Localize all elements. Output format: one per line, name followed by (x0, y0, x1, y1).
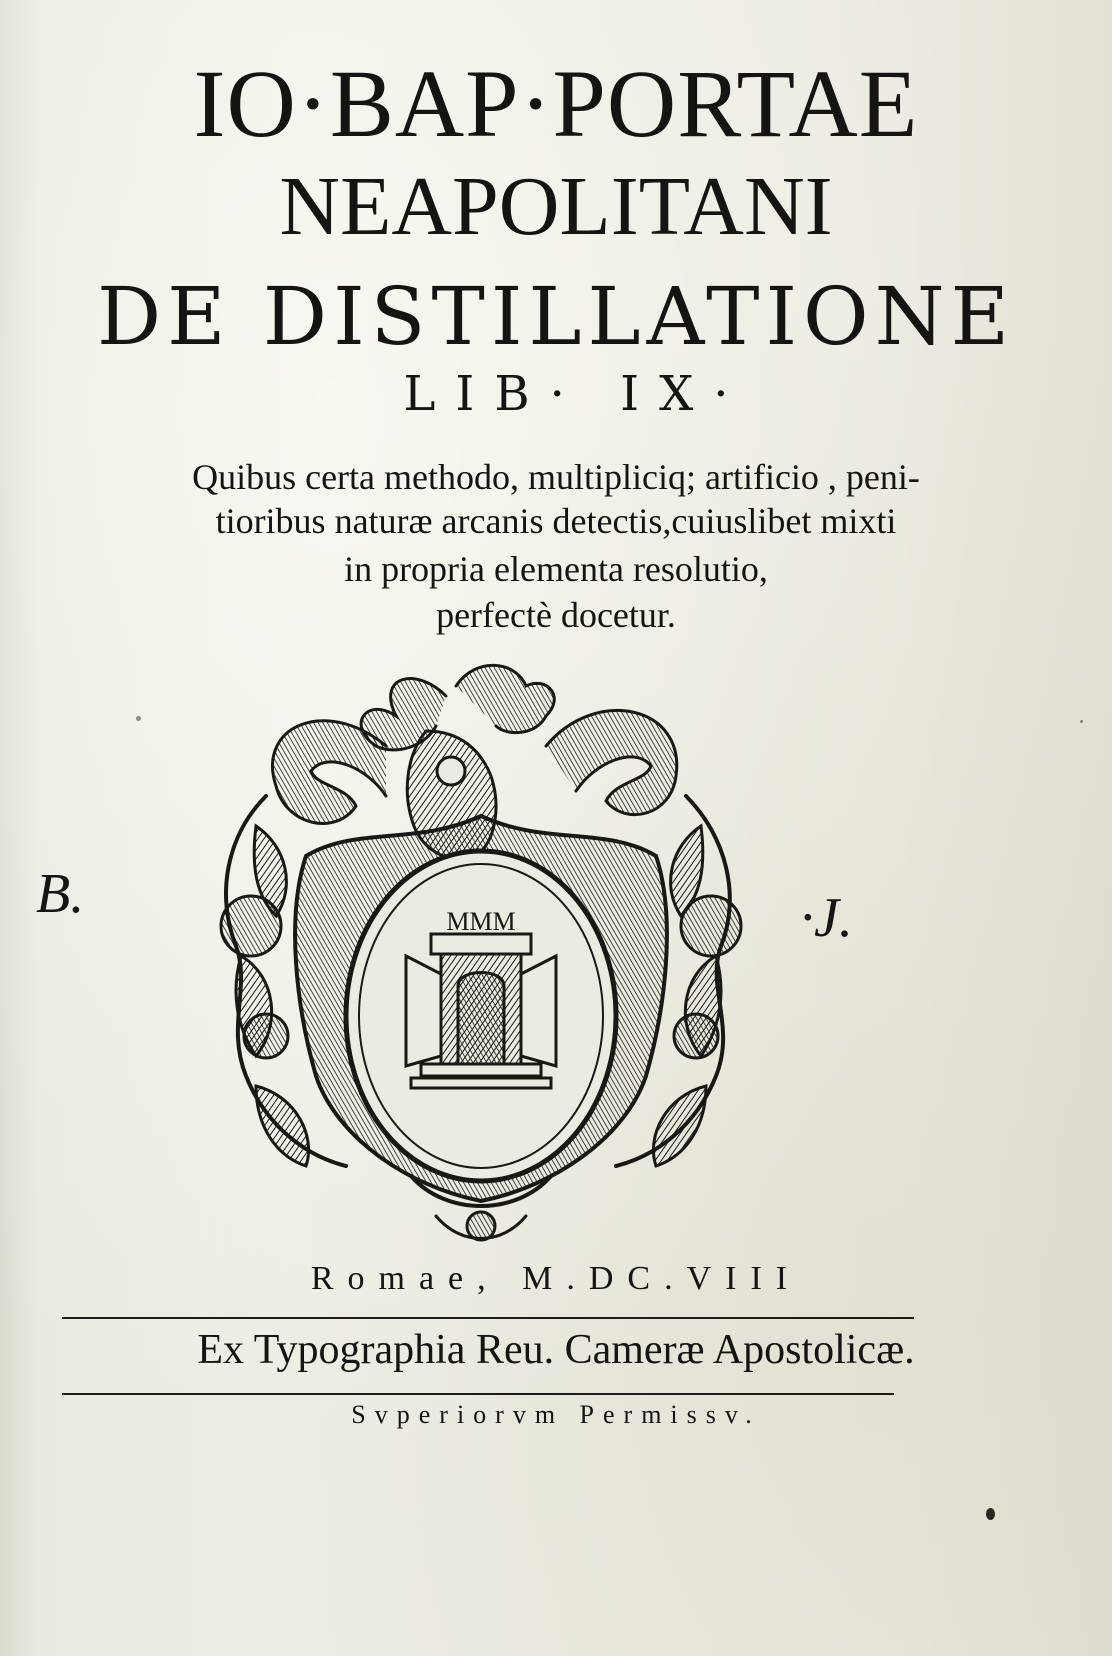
divider-top (62, 1317, 914, 1319)
coat-of-arms-icon (196, 656, 766, 1256)
ink-speck (136, 716, 141, 721)
author-origin: NEAPOLITANI (279, 160, 833, 253)
ink-speck (986, 1508, 995, 1520)
printer-line: Ex Typographia Reu. Cameræ Apostolicæ. (197, 1327, 915, 1373)
description-line-4: perfectè docetur. (436, 595, 676, 635)
divider-bottom (62, 1393, 894, 1395)
monogram-left: B. (36, 863, 85, 925)
description-line-1: Quibus certa methodo, multipliciq; artificio , peni- (192, 457, 920, 497)
emblem-lettering: MMM (446, 907, 516, 936)
ink-speck (1080, 720, 1083, 723)
book-title: DE DISTILLATIONE (96, 270, 1016, 363)
author-name: IO·BAP·PORTAE (193, 50, 919, 157)
description-line-3: in propria elementa resolutio, (344, 549, 768, 589)
description-line-2: tioribus naturæ arcanis detectis,cuiuslibet mixti (215, 501, 897, 541)
book-count: LIB· IX· (403, 366, 749, 422)
monogram-right: ·J. (800, 887, 853, 949)
imprint-place-date: Romae, M.DC.VIII (310, 1260, 802, 1297)
permission-line: Svperiorvm Permissv. (351, 1400, 761, 1429)
